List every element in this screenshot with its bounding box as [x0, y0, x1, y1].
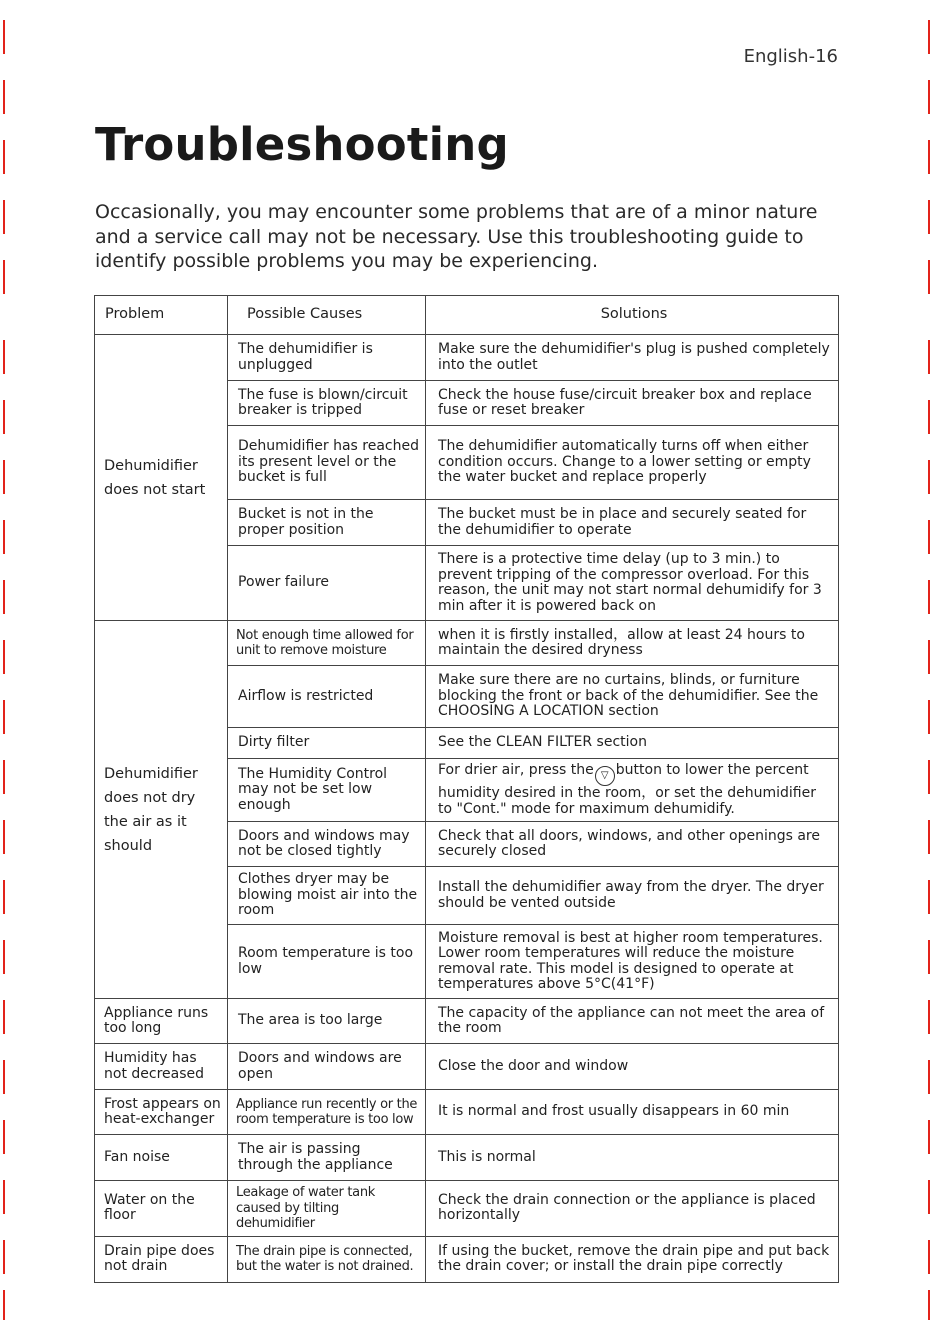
header-problem: Problem	[95, 296, 228, 335]
crop-mark	[3, 1240, 5, 1274]
cause-cell: The fuse is blown/circuit breaker is tripped	[228, 381, 426, 426]
solution-cell: If using the bucket, remove the drain pipe and put back the drain cover; or install the drain pipe correctly	[426, 1236, 839, 1282]
cause-cell: Airflow is restricted	[228, 666, 426, 728]
crop-mark	[928, 520, 930, 554]
crop-mark	[928, 260, 930, 294]
cause-cell: Power failure	[228, 546, 426, 621]
problem-cell: Water on the floor	[95, 1181, 228, 1237]
cause-cell: The dehumidifier is unplugged	[228, 335, 426, 381]
crop-mark	[3, 760, 5, 794]
problem-cell: Fan noise	[95, 1135, 228, 1181]
header-solutions: Solutions	[426, 296, 839, 335]
crop-mark	[3, 1000, 5, 1034]
solution-text-end: button to lower the percent humidity desired in the room，or set the dehumidifier to "Cont." mode for maximum dehumidify.	[438, 762, 816, 817]
crop-mark	[928, 20, 930, 54]
table-row	[95, 1181, 839, 1237]
solution-cell: Close the door and window	[426, 1044, 839, 1090]
crop-mark	[3, 880, 5, 914]
page-title: Troubleshooting	[95, 118, 509, 171]
solution-cell: The capacity of the appliance can not meet the area of the room	[426, 999, 839, 1044]
cause-cell: Dirty filter	[228, 728, 426, 759]
problem-cell: Humidity has not decreased	[95, 1044, 228, 1090]
table-row	[95, 1044, 839, 1090]
solution-cell: Check the house fuse/circuit breaker box and replace fuse or reset breaker	[426, 381, 839, 426]
solution-cell: Check the drain connection or the appliance is placed horizontally	[426, 1181, 839, 1237]
solution-cell: Make sure there are no curtains, blinds, or furniture blocking the front or back of the dehumidifier. See the CHOOSING A LOCATION section	[426, 666, 839, 728]
problem-cell: Drain pipe does not drain	[95, 1236, 228, 1282]
crop-mark	[928, 460, 930, 494]
table-row	[95, 1090, 839, 1135]
table-row	[95, 1135, 839, 1181]
cause-cell: The air is passing through the appliance	[228, 1135, 426, 1181]
solution-cell: See the CLEAN FILTER section	[426, 728, 839, 759]
crop-mark	[3, 1120, 5, 1154]
cause-cell: Room temperature is too low	[228, 925, 426, 999]
crop-mark	[928, 880, 930, 914]
troubleshooting-table	[94, 295, 839, 1283]
cause-cell: Bucket is not in the proper position	[228, 500, 426, 546]
page-number: English-16	[743, 46, 838, 67]
cause-cell: Clothes dryer may be blowing moist air into the room	[228, 867, 426, 925]
solution-cell: The dehumidifier automatically turns off when either condition occurs. Change to a lower setting or empty the water bucket and replace properly	[426, 426, 839, 500]
crop-mark	[928, 1290, 930, 1320]
crop-mark	[928, 1060, 930, 1094]
crop-mark	[928, 1180, 930, 1214]
solution-cell: Install the dehumidifier away from the dryer. The dryer should be vented outside	[426, 867, 839, 925]
solution-cell: Moisture removal is best at higher room temperatures. Lower room temperatures will reduce the moisture removal rate. This model is designed to operate at temperatures above 5°C(41°F)	[426, 925, 839, 999]
crop-mark	[3, 200, 5, 234]
cause-cell: Doors and windows may not be closed tightly	[228, 822, 426, 867]
crop-mark	[928, 820, 930, 854]
solution-text-start: For drier air, press the	[438, 762, 594, 778]
crop-mark	[3, 260, 5, 294]
table-row	[95, 335, 839, 381]
problem-cell: Dehumidifier does not dry the air as it should	[95, 621, 228, 999]
crop-mark	[3, 400, 5, 434]
crop-mark	[3, 520, 5, 554]
table-row	[95, 621, 839, 666]
problem-cell: Frost appears on heat-exchanger	[95, 1090, 228, 1135]
solution-cell	[426, 759, 839, 822]
crop-mark	[3, 140, 5, 174]
crop-mark	[928, 760, 930, 794]
crop-mark	[928, 80, 930, 114]
cause-cell: Doors and windows are open	[228, 1044, 426, 1090]
crop-mark	[3, 1060, 5, 1094]
solution-cell: This is normal	[426, 1135, 839, 1181]
crop-mark	[3, 1290, 5, 1320]
problem-cell: Appliance runs too long	[95, 999, 228, 1044]
crop-mark	[928, 640, 930, 674]
crop-mark	[928, 200, 930, 234]
cause-cell: Not enough time allowed for unit to remove moisture	[228, 621, 426, 666]
table-header-row	[95, 296, 839, 335]
crop-mark	[3, 640, 5, 674]
table-row	[95, 1236, 839, 1282]
cause-cell: The drain pipe is connected, but the water is not drained.	[228, 1236, 426, 1282]
humidity-down-button-icon: ▽	[595, 766, 615, 786]
crop-mark	[928, 580, 930, 614]
crop-mark	[3, 20, 5, 54]
crop-mark	[928, 1240, 930, 1274]
cause-cell: Appliance run recently or the room temperature is too low	[228, 1090, 426, 1135]
crop-mark	[928, 400, 930, 434]
cause-cell: Dehumidifier has reached its present level or the bucket is full	[228, 426, 426, 500]
solution-cell: There is a protective time delay (up to 3 min.) to prevent tripping of the compressor overload. For this reason, the unit may not start normal dehumidify for 3 min after it is powered back on	[426, 546, 839, 621]
cause-cell: The Humidity Control may not be set low enough	[228, 759, 426, 822]
crop-mark	[3, 940, 5, 974]
solution-cell: when it is firstly installed，allow at least 24 hours to maintain the desired dryness	[426, 621, 839, 666]
crop-mark	[928, 340, 930, 374]
crop-mark	[3, 80, 5, 114]
crop-mark	[3, 340, 5, 374]
solution-cell: Make sure the dehumidifier's plug is pushed completely into the outlet	[426, 335, 839, 381]
crop-mark	[3, 460, 5, 494]
header-causes: Possible Causes	[228, 296, 426, 335]
crop-mark	[928, 940, 930, 974]
crop-mark	[3, 1180, 5, 1214]
crop-mark	[3, 700, 5, 734]
crop-mark	[3, 580, 5, 614]
crop-mark	[928, 1120, 930, 1154]
solution-cell: The bucket must be in place and securely seated for the dehumidifier to operate	[426, 500, 839, 546]
crop-mark	[928, 140, 930, 174]
solution-cell: Check that all doors, windows, and other openings are securely closed	[426, 822, 839, 867]
cause-cell: Leakage of water tank caused by tilting dehumidifier	[228, 1181, 426, 1237]
intro-paragraph: Occasionally, you may encounter some problems that are of a minor nature and a service call may not be necessary. Use this troubleshooting guide to identify possible problems you may be experiencing.	[95, 201, 818, 272]
problem-cell: Dehumidifier does not start	[95, 335, 228, 621]
solution-cell: It is normal and frost usually disappears in 60 min	[426, 1090, 839, 1135]
table-row	[95, 999, 839, 1044]
crop-mark	[928, 1000, 930, 1034]
crop-mark	[928, 700, 930, 734]
crop-mark	[3, 820, 5, 854]
cause-cell: The area is too large	[228, 999, 426, 1044]
